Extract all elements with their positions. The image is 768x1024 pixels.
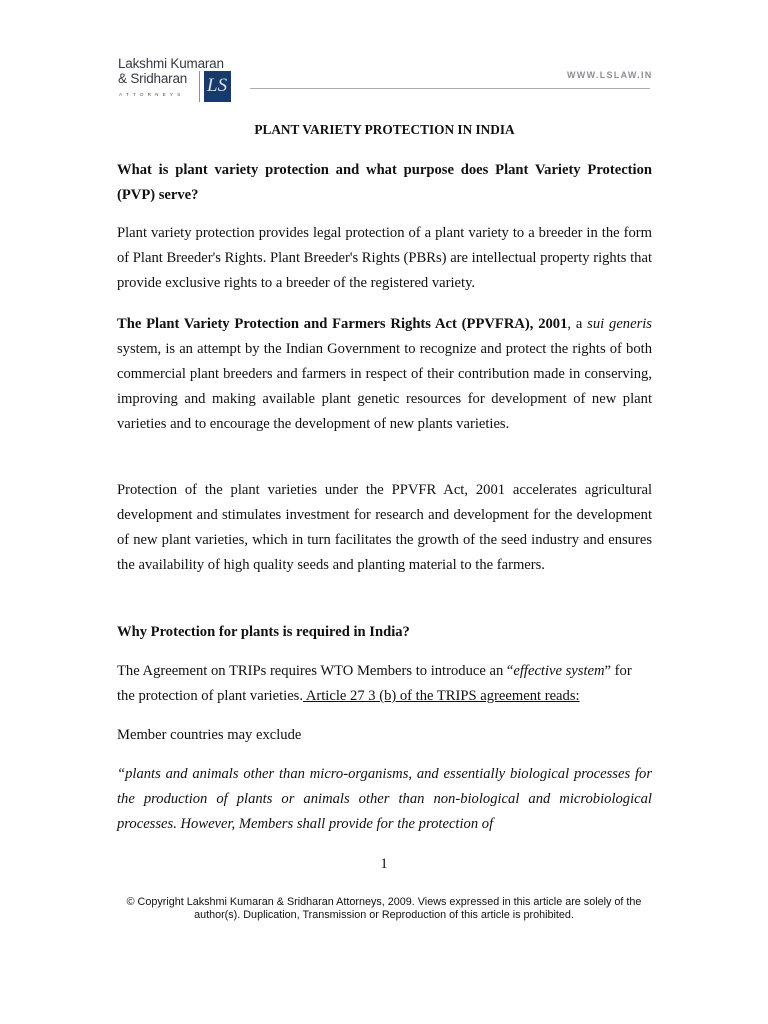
- act-name: The Plant Variety Protection and Farmers Rights Act (PPVFRA), 2001: [117, 316, 568, 332]
- trips-quote: “plants and animals other than micro-organisms, and essentially biological processes for the production of plants or animals other than non-biological and microbiological processes. However, Members shall provide for the protection of: [117, 766, 652, 833]
- paragraph-5: Member countries may exclude: [117, 727, 302, 743]
- paragraph-1: Plant variety protection provides legal protection of a plant variety to a breeder in the form of Plant Breeder's Rights. Plant Breeder's Rights (PBRs) are intellectual property rights that provide exclusive rights to a breeder of the registered variety.: [117, 225, 652, 292]
- firm-logo: [118, 56, 236, 106]
- logo-divider: [199, 71, 200, 102]
- page-number: 1: [380, 856, 388, 872]
- logo-tagline: ATTORNEYS: [119, 92, 185, 97]
- logo-name-line2: & Sridharan: [118, 71, 188, 86]
- logo-monogram-icon: LS: [204, 71, 231, 102]
- paragraph-3: Protection of the plant varieties under the PPVFR Act, 2001 accelerates agricultural development and stimulates investment for research and development for the development of new plant varieties, which in turn facilitates the growth of the seed industry and ensures the availability of high quality seeds and planting material to the farmers.: [117, 482, 652, 574]
- paragraph-4: The Agreement on TRIPs requires WTO Members to introduce an “effective system” for the protection of plant varieties. Article 27 3 (b) of the TRIPS agreement reads:: [117, 663, 632, 705]
- website-url: WWW.LSLAW.IN: [567, 70, 653, 80]
- header-divider: [250, 88, 650, 89]
- question-heading-2: Why Protection for plants is required in India?: [117, 624, 410, 640]
- page-title: PLANT VARIETY PROTECTION IN INDIA: [254, 122, 515, 137]
- effective-system-term: effective system: [513, 663, 605, 679]
- copyright-footer: © Copyright Lakshmi Kumaran & Sridharan Attorneys, 2009. Views expressed in this article are solely of the author(s). Duplication, Transmission or Reproduction of this article is prohibited.: [126, 896, 642, 921]
- question-heading-1: What is plant variety protection and what purpose does Plant Variety Protection (PVP) serve?: [117, 162, 652, 204]
- logo-name-line1: Lakshmi Kumaran: [118, 56, 224, 71]
- paragraph-2: The Plant Variety Protection and Farmers Rights Act (PPVFRA), 2001, a sui generis system, is an attempt by the Indian Government to recognize and protect the rights of both commercial plant breeders and farmers in respect of their contribution made in conserving, improving and making available plant genetic resources for development of new plant varieties and to encourage the development of new plants varieties.: [117, 316, 652, 433]
- sui-generis-term: sui generis: [587, 316, 652, 332]
- article-reference: Article 27 3 (b) of the TRIPS agreement reads:: [303, 688, 580, 705]
